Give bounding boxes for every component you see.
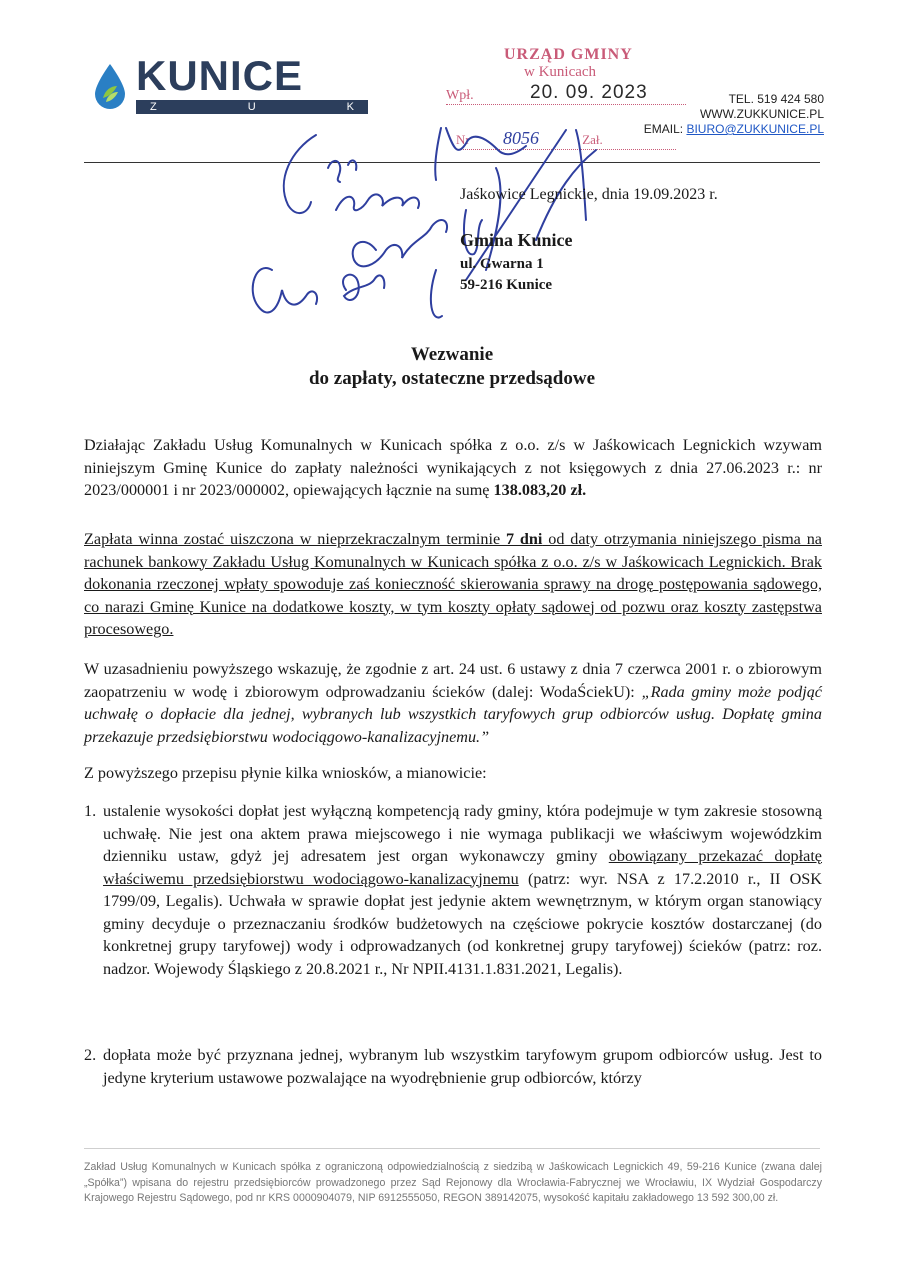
document-subtitle: do zapłaty, ostateczne przedsądowe xyxy=(308,368,596,389)
stamp-number-value: 8056 xyxy=(502,128,539,148)
list-item-text: dopłata może być przyznana jednej, wybranym lub wszystkim taryfowym grupom odbiorców usług. Jest to jedyne kryterium ustawowe pozwalające na wyodrębnienie grup odbiorców, którzy xyxy=(103,1046,822,1087)
stamp-attachments-label: Zał. xyxy=(582,132,603,147)
contact-block xyxy=(644,92,824,137)
list-item xyxy=(84,1044,822,1089)
amount-due: 138.083,20 zł. xyxy=(493,481,587,499)
underlined-phrase: obowiązany przekazać dopłatę właściwemu przedsiębiorstwu wodociągowo-kanalizacyjnemu xyxy=(103,847,822,888)
footer-divider xyxy=(84,1148,820,1149)
legal-quote: „Rada gminy może podjąć uchwałę o dopłacie dla jednej, wybranych lub wszystkich taryfowych grup odbiorców usług. Dopłatę gmina przekazuje przedsiębiorstwu wodociągowo-kanalizacyjnemu.” xyxy=(84,682,822,746)
contact-email-label: EMAIL: xyxy=(643,122,684,136)
logo-letter: U xyxy=(247,101,256,113)
paragraph-text: Działając Zakładu Usług Komunalnych w Kunicach spółka z o.o. z/s w Jaśkowicach Legnickich wzywam niniejszym Gminę Kunice do zapłaty należności wynikających z not księgowych z dnia 27.06.2023 r.: nr 2023/000001 i nr 2023/000002, opiewających łącznie na sumę xyxy=(84,436,822,499)
contact-email-link[interactable]: BIURO@ZUKKUNICE.PL xyxy=(686,122,824,136)
stamp-received-label: Wpł. xyxy=(446,88,686,105)
stamp-title: URZĄD GMINY xyxy=(504,46,633,63)
list-item-number: 2. xyxy=(84,1046,97,1064)
recipient-street: ul. Gwarna 1 xyxy=(460,256,544,272)
stamp-received-date: 20. 09. 2023 xyxy=(530,82,648,103)
contact-email-row xyxy=(644,122,824,137)
logo-letter: Z xyxy=(150,101,157,113)
water-drop-icon xyxy=(92,62,128,112)
paragraph-conclusions-intro: Z powyższego przepisu płynie kilka wniosków, a mianowicie: xyxy=(84,764,487,782)
place-and-date: Jaśkowice Legnickie, dnia 19.09.2023 r. xyxy=(460,186,718,203)
paragraph-payment-deadline xyxy=(84,528,822,641)
list-item-number: 1. xyxy=(84,802,97,820)
paragraph-demand xyxy=(84,434,822,502)
list-item xyxy=(84,800,822,980)
paragraph-text: od daty otrzymania niniejszego pisma na rachunek bankowy Zakładu Usług Komunalnych w Kunicach spółka z o.o. z/s w Jaśkowicach Legnickich. Brak dokonania rzeczonej wpłaty spowoduje zaś konieczność skierowania sprawy na drogę postępowania sądowego, co narazi Gminę Kunice na dodatkowe koszty, w tym koszty opłaty sądowej od pozwu oraz koszty zastępstwa procesowego. xyxy=(84,530,822,638)
company-footer: Zakład Usług Komunalnych w Kunicach spółka z ograniczoną odpowiedzialnością z siedzibą w Jaśkowicach Legnickich 49, 59-216 Kunice (zwana dalej „Spółka”) wpisana do rejestru przedsiębiorców prowadzonego przez Sąd Rejonowy dla Wrocławia-Fabrycznej we Wrocławiu, IX Wydział Gospodarczy Krajowego Rejestru Sądowego, pod nr KRS 0000904079, NIP 6912555050, REGON 389142075, wysokość kapitału zakładowego 13 592 300,00 zł. xyxy=(84,1161,822,1204)
logo-wordmark: KUNICE xyxy=(136,52,304,99)
recipient-city: 59-216 Kunice xyxy=(460,277,553,293)
list-item-text-part: (patrz: wyr. NSA z 17.2.2010 r., II OSK 1799/09, Legalis). Uchwała w sprawie dopłat jest jedynie aktem wewnętrznym, w którym organ stanowiący gminy decyduje o przeznaczaniu środków budżetowych na częściowe pokrycie kosztów dostarczanej (do konkretnej grupy taryfowej) wody i odprowadzanych (od konkretnej grupy taryfowej) ścieków (patrz: roz. nadzor. Wojewody Śląskiego z 20.8.2021 r., Nr NPII.4131.1.831.2021, Legalis). xyxy=(103,869,822,978)
list-item-text xyxy=(103,800,822,980)
stamp-number-label: Nr xyxy=(456,132,470,147)
list-item-text-part: ustalenie wysokości dopłat jest wyłączną kompetencją rady gminy, która podejmuje w tym zakresie stosowną uchwałę. Nie jest ona aktem prawa miejscowego i nie wymaga publikacji we właściwym wojewódzkim dzienniku ustaw, gdyż jej adresatem jest organ wykonawczy gminy xyxy=(103,802,822,865)
paragraph-justification xyxy=(84,658,822,748)
stamp-subtitle: w Kunicach xyxy=(524,64,597,80)
deadline-days: 7 dni xyxy=(505,530,543,548)
document-title: Wezwanie xyxy=(410,344,494,365)
handwritten-signature xyxy=(236,110,616,330)
contact-website[interactable]: WWW.ZUKKUNICE.PL xyxy=(699,107,824,121)
recipient-name: Gmina Kunice xyxy=(460,230,573,250)
contact-phone: TEL. 519 424 580 xyxy=(728,92,824,106)
paragraph-text: W uzasadnieniu powyższego wskazuję, że zgodnie z art. 24 ust. 6 ustawy z dnia 7 czerwca 2001 r. o zbiorowym zaopatrzeniu w wodę i zbiorowym odprowadzaniu ścieków (dalej: WodaŚciekU): xyxy=(84,660,822,701)
logo-letter: K xyxy=(346,101,354,113)
paragraph-text: Zapłata winna zostać uiszczona w nieprzekraczalnym terminie xyxy=(84,530,506,548)
